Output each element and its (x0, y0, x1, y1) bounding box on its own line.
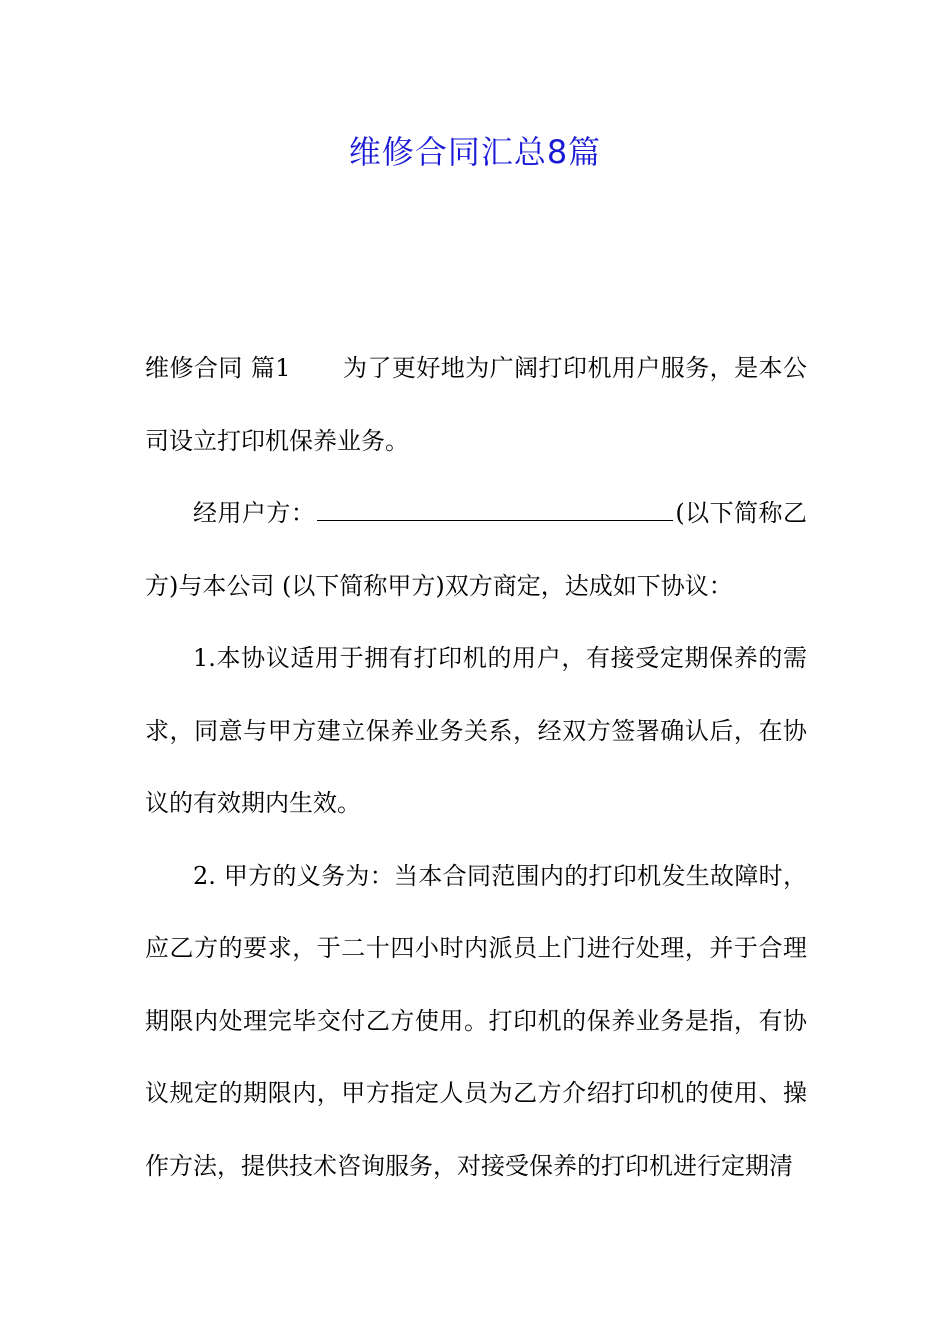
paragraph-intro (145, 332, 807, 477)
document-title: 维修合同汇总8篇 (348, 133, 602, 171)
paragraph-2-text: (以下简称乙方)与本公司 (以下简称甲方)双方商定，达成如下协议： (145, 499, 807, 600)
section-heading: 维修合同 篇1 (145, 354, 291, 382)
paragraph-parties (145, 477, 807, 622)
clause-2: 2. 甲方的义务为：当本合同范围内的打印机发生故障时，应乙方的要求，于二十四小时内派员上门进行处理，并于合理期限内处理完毕交付乙方使用。打印机的保养业务是指，有协议规定的期限内，甲方指定人员为乙方介绍打印机的使用、操作方法，提供技术咨询服务，对接受保养的打印机进行定期清 (145, 861, 807, 1180)
document-body (145, 332, 807, 1202)
user-party-blank-line (317, 500, 673, 521)
user-party-label: 经用户方： (193, 499, 316, 527)
paragraph-1-text: 为了更好地为广阔打印机用户服务，是本公司设立打印机保养业务。 (145, 354, 807, 455)
clause-1: 1.本协议适用于拥有打印机的用户，有接受定期保养的需求，同意与甲方建立保养业务关系，经双方签署确认后，在协议的有效期内生效。 (145, 644, 807, 817)
